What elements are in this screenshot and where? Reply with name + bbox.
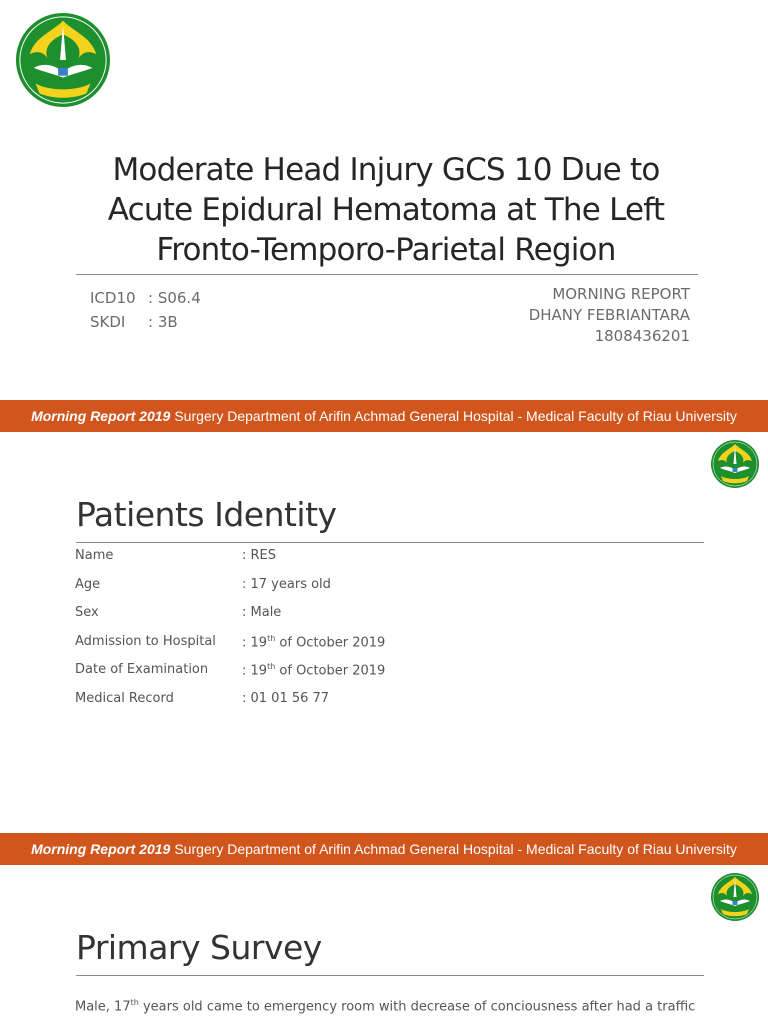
code-key: SKDI (90, 313, 126, 331)
list-item (75, 577, 385, 606)
title-line: Moderate Head Injury GCS 10 Due to (112, 152, 660, 188)
footer-banner (0, 400, 768, 432)
field-value: : Male (242, 605, 282, 620)
banner-text: Surgery Department of Arifin Achmad General Hospital - Medical Faculty of Riau University (174, 408, 737, 424)
banner-text: Surgery Department of Arifin Achmad General Hospital - Medical Faculty of Riau University (174, 841, 737, 857)
list-item (75, 634, 385, 663)
field-label: Name (75, 548, 114, 563)
banner-bold: Morning Report 2019 (31, 408, 171, 424)
field-label: Sex (75, 605, 99, 620)
field-label: Admission to Hospital (75, 633, 216, 649)
student-id: 1808436201 (594, 327, 690, 345)
title-slide (0, 0, 768, 400)
field-label: Medical Record (75, 690, 174, 706)
title-divider (76, 274, 698, 275)
field-value: : 17 years old (242, 576, 331, 592)
code-row (90, 286, 201, 310)
field-label: Date of Examination (75, 662, 209, 677)
list-item (75, 662, 385, 691)
list-item (75, 548, 385, 577)
university-logo-icon (710, 871, 760, 923)
code-value: : S06.4 (148, 289, 201, 307)
university-logo-icon (710, 438, 760, 490)
field-value: : 19th of October 2019 (242, 633, 386, 650)
section-divider (76, 542, 704, 543)
section-divider (76, 975, 704, 976)
university-logo-icon (14, 10, 112, 110)
code-value: : 3B (148, 313, 178, 331)
code-key: ICD10 (90, 289, 136, 307)
list-item (75, 691, 385, 720)
field-value: : RES (242, 548, 277, 563)
survey-paragraph: Male, 17th years old came to emergency room with decrease of conciousness after had a traffic (75, 998, 696, 1015)
primary-survey-slide (0, 865, 768, 1024)
patients-identity-slide (0, 432, 768, 832)
title-line: Fronto-Temporo-Parietal Region (156, 232, 616, 268)
field-label: Age (75, 576, 101, 592)
identity-list (75, 548, 385, 719)
author-byline (529, 284, 690, 347)
section-title: Primary Survey (76, 928, 322, 967)
footer-banner (0, 833, 768, 865)
author-name: DHANY FEBRIANTARA (528, 306, 690, 324)
presentation-title (60, 150, 712, 270)
title-line: Acute Epidural Hematoma at The Left (107, 192, 665, 228)
list-item (75, 605, 385, 634)
banner-bold: Morning Report 2019 (31, 841, 171, 857)
field-value: : 01 01 56 77 (242, 690, 330, 706)
diagnosis-codes (90, 286, 201, 334)
code-row (90, 310, 201, 334)
report-type: MORNING REPORT (552, 285, 690, 303)
section-title: Patients Identity (76, 495, 337, 534)
field-value: : 19th of October 2019 (242, 662, 386, 679)
